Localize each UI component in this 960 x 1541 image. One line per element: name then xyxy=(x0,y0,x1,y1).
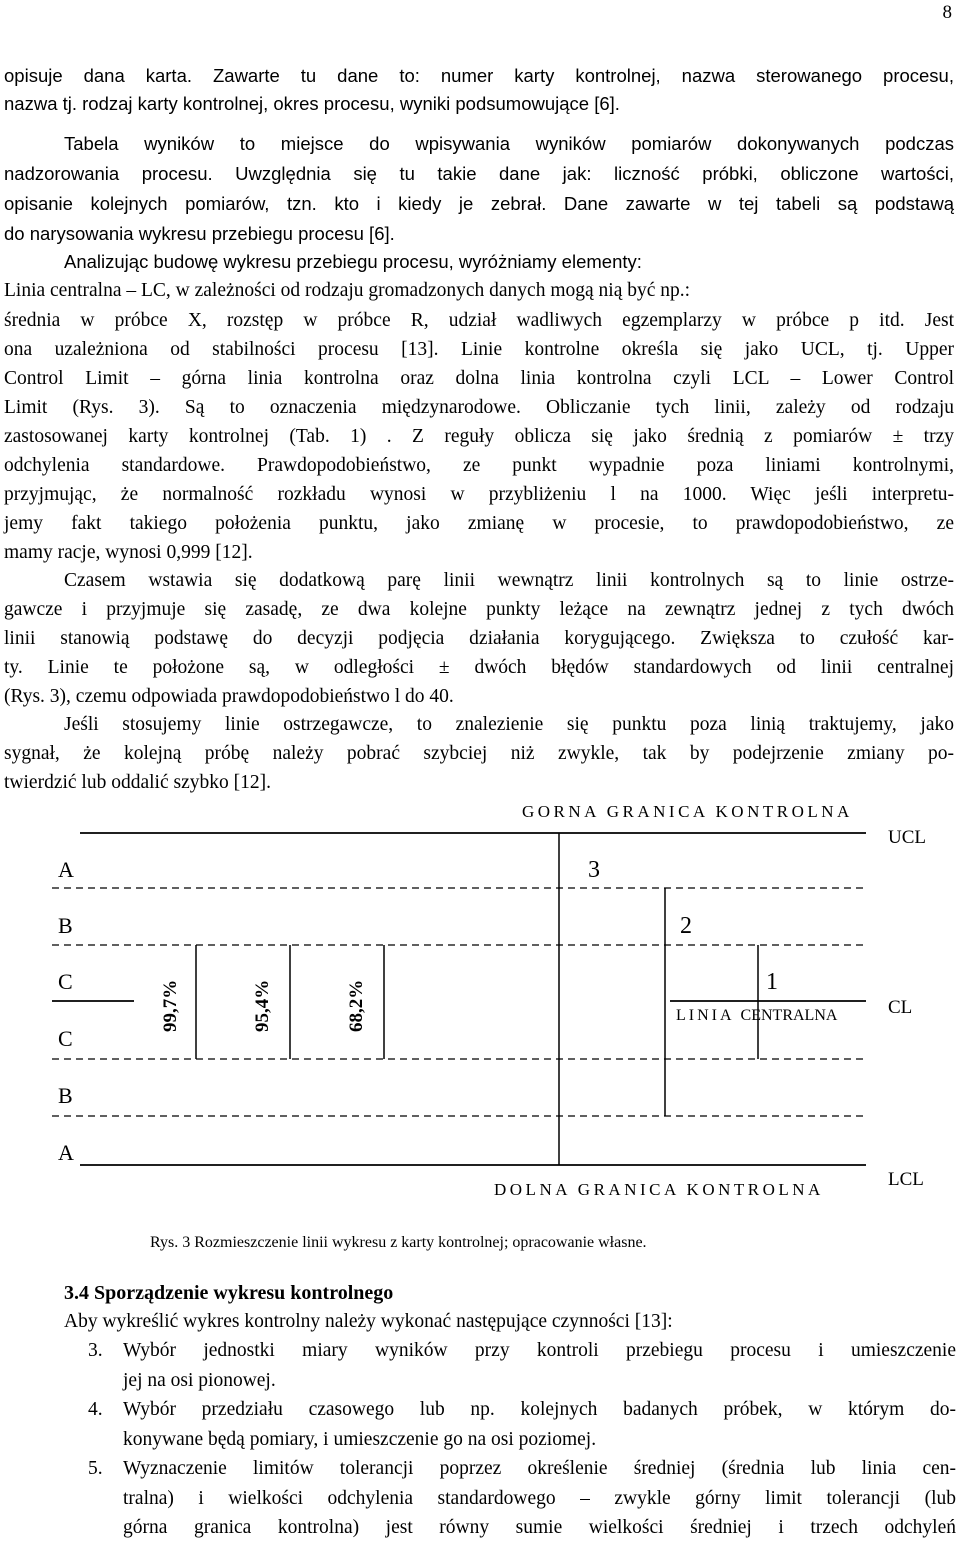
text-line: opisanie kolejnych pomiarów, tzn. kto i kiedy je zebrał. Dane zawarte w tej tabeli są podstawą xyxy=(4,193,954,214)
text-line: odchylenia standardowe. Prawdopodobieństwo, ze punkt wypadnie poza liniami kontrolnymi, xyxy=(4,455,954,476)
text-line: Czasem wstawia się dodatkową parę linii wewnątrz linii kontrolnych są to linie ostrze- xyxy=(64,570,954,591)
lcl-label: LCL xyxy=(888,1169,924,1190)
text-line: twierdzić lub oddalić szybko [12]. xyxy=(4,772,271,793)
text-line: do narysowania wykresu przebiegu procesu [6]. xyxy=(4,223,395,244)
text-line: średnia w próbce X, rozstęp w próbce R, udział wadliwych egzemplarzy w próbce p itd. Jest xyxy=(4,310,954,331)
zone-label: A xyxy=(58,857,74,882)
zone-label: C xyxy=(58,969,73,994)
percentage-label: 99,7% xyxy=(160,979,181,1032)
text-line: jemy fakt takiego położenia punktu, jako zmianę w procesie, to prawdopodobieństwo, ze xyxy=(4,513,954,534)
list-item-line: konywane będą pomiary, i umieszczenie go na osi poziomej. xyxy=(123,1429,597,1450)
percentage-label: 95,4% xyxy=(252,979,273,1032)
text-line: linii stanowią podstawę do decyzji podjęcia działania korygującego. Zwiększa to czułość kar- xyxy=(4,628,954,649)
text-line: nazwa tj. rodzaj karty kontrolnej, okres procesu, wyniki podsumowujące [6]. xyxy=(4,93,620,114)
zone-label: A xyxy=(58,1140,74,1165)
text-line: ty. Linie te położone są, w odległości ± dwóch błędów standardowych od linii centralnej xyxy=(4,657,954,678)
lower-limit-label: DOLNA GRANICA KONTROLNA xyxy=(494,1180,824,1199)
text-line: (Rys. 3), czemu odpowiada prawdopodobieństwo l do 40. xyxy=(4,686,454,707)
text-line: Analizując budowę wykresu przebiegu procesu, wyróżniamy elementy: xyxy=(64,251,642,272)
text-line: mamy racje, wynosi 0,999 [12]. xyxy=(4,542,253,563)
section-heading: 3.4 Sporządzenie wykresu kontrolnego xyxy=(64,1282,394,1304)
zone-label: C xyxy=(58,1026,73,1051)
list-item-line: Wybór przedziału czasowego lub np. kolejnych badanych próbek, w którym do- xyxy=(123,1399,956,1420)
list-item-line: jej na osi pionowej. xyxy=(123,1370,276,1391)
list-item-line: tralna) i wielkości odchylenia standardowego – zwykle górny limit tolerancji (lub xyxy=(123,1488,956,1509)
text-line: ona uzależniona od stabilności procesu [13]. Linie kontrolne określa się jako UCL, tj. Upper xyxy=(4,339,954,360)
distance-label: 3 xyxy=(588,857,600,883)
list-item-line: Wybór jednostki miary wyników przy kontroli przebiegu procesu i umieszczenie xyxy=(123,1340,956,1361)
text-line: sygnał, że kolejną próbę należy pobrać szybciej niż zwykle, tak by podejrzenie zmiany po- xyxy=(4,743,954,764)
upper-limit-label: GORNA GRANICA KONTROLNA xyxy=(522,802,853,821)
list-number: 4. xyxy=(88,1399,103,1420)
zone-label: B xyxy=(58,1083,73,1108)
text-line: Jeśli stosujemy linie ostrzegawcze, to znalezienie się punktu poza linią traktujemy, jako xyxy=(64,714,954,735)
center-line-label: LINIA CENTRALNA xyxy=(676,1007,838,1024)
control-chart-diagram xyxy=(0,795,960,1215)
text-line: nadzorowania procesu. Uwzględnia się tu takie dane jak: liczność próbki, obliczone wartości, xyxy=(4,163,954,184)
list-number: 3. xyxy=(88,1340,103,1361)
percentage-label: 68,2% xyxy=(346,979,367,1032)
text-line: Linia centralna – LC, w zależności od rodzaju gromadzonych danych mogą nią być np.: xyxy=(4,280,691,301)
text-line: Tabela wyników to miejsce do wpisywania wyników pomiarów dokonywanych podczas xyxy=(64,133,954,154)
ucl-label: UCL xyxy=(888,827,926,848)
cl-label: CL xyxy=(888,997,913,1018)
text-line: Limit (Rys. 3). Są to oznaczenia międzynarodowe. Obliczanie tych linii, zależy od rodzaju xyxy=(4,397,954,418)
distance-label: 2 xyxy=(680,913,692,939)
figure-caption: Rys. 3 Rozmieszczenie linii wykresu z karty kontrolnej; opracowanie własne. xyxy=(150,1234,647,1251)
text-line: opisuje dana karta. Zawarte tu dane to: numer karty kontrolnej, nazwa sterowanego procesu, xyxy=(4,65,954,86)
list-item-line: Wyznaczenie limitów tolerancji poprzez określenie średniej (średnia lub linia cen- xyxy=(123,1458,956,1479)
list-item-line: górna granica kontrolna) jest równy sumie wielkości średniej i trzech odchyleń xyxy=(123,1517,956,1538)
text-line: gawcze i przyjmuje się zasadę, ze dwa kolejne punkty leżące na zewnątrz jednej z tych dwóch xyxy=(4,599,954,620)
page-number: 8 xyxy=(942,2,952,23)
zone-label: B xyxy=(58,913,73,938)
text-line: zastosowanej karty kontrolnej (Tab. 1) . Z reguły oblicza się jako średnią z pomiarów ± trzy xyxy=(4,426,954,447)
list-number: 5. xyxy=(88,1458,103,1479)
text-line: przyjmując, że normalność rozkładu wynosi w przybliżeniu l na 1000. Więc jeśli interpretu- xyxy=(4,484,954,505)
text-line: Control Limit – górna linia kontrolna oraz dolna linia kontrolna czyli LCL – Lower Control xyxy=(4,368,954,389)
distance-label: 1 xyxy=(766,969,778,995)
intro-line: Aby wykreślić wykres kontrolny należy wykonać następujące czynności [13]: xyxy=(64,1311,673,1332)
